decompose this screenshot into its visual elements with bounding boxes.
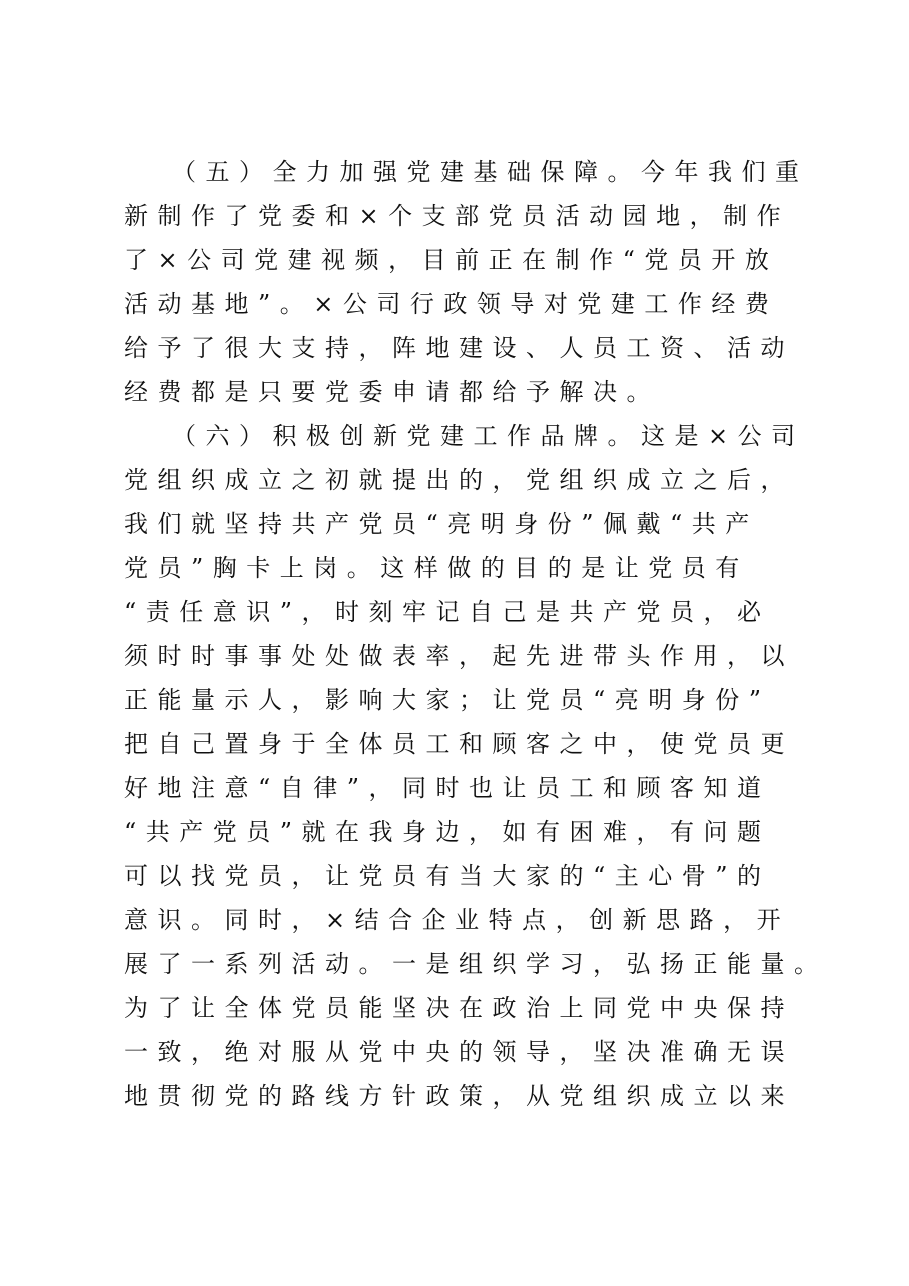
paragraph-line: 好地注意“自律”，同时也让员工和顾客知道 <box>124 774 771 802</box>
paragraph-line: 经费都是只要党委申请都给予解决。 <box>124 378 660 406</box>
paragraph-line: 正能量示人，影响大家；让党员“亮明身份” <box>124 686 771 714</box>
paragraph-line: 活动基地”。×公司行政领导对党建工作经费 <box>124 290 779 318</box>
paragraph-line: 地贯彻党的路线方针政策，从党组织成立以来 <box>124 1082 794 1110</box>
paragraph-line: 给予了很大支持，阵地建设、人员工资、活动 <box>124 334 794 362</box>
paragraph-line: 为了让全体党员能坚决在政治上同党中央保持 <box>124 994 794 1022</box>
paragraph-line: 我们就坚持共产党员“亮明身份”佩戴“共产 <box>124 510 759 538</box>
paragraph-line: 党组织成立之初就提出的，党组织成立之后， <box>124 466 794 494</box>
paragraph-line: 党员”胸卡上岗。这样做的目的是让党员有 <box>124 554 749 582</box>
paragraph-line: “责任意识”，时刻牢记自己是共产党员，必 <box>124 598 771 626</box>
paragraph-line: 了×公司党建视频，目前正在制作“党员开放 <box>124 246 779 274</box>
paragraph-line: “共产党员”就在我身边，如有困难，有问题 <box>124 818 771 846</box>
paragraph-line: 一致，绝对服从党中央的领导，坚决准确无误 <box>124 1038 794 1066</box>
paragraph-line: 新制作了党委和×个支部党员活动园地，制作 <box>124 202 791 230</box>
paragraph-line: （六）积极创新党建工作品牌。这是×公司 <box>172 422 805 450</box>
paragraph-line: 须时时事事处处做表率，起先进带头作用，以 <box>124 642 794 670</box>
paragraph-line: 展了一系列活动。一是组织学习，弘扬正能量。 <box>124 950 828 978</box>
paragraph-line: 意识。同时，×结合企业特点，创新思路，开 <box>124 906 791 934</box>
paragraph-line: 把自己置身于全体员工和顾客之中，使党员更 <box>124 730 794 758</box>
paragraph-line: （五）全力加强党建基础保障。今年我们重 <box>172 158 809 186</box>
paragraph-line: 可以找党员，让党员有当大家的“主心骨”的 <box>124 862 771 890</box>
